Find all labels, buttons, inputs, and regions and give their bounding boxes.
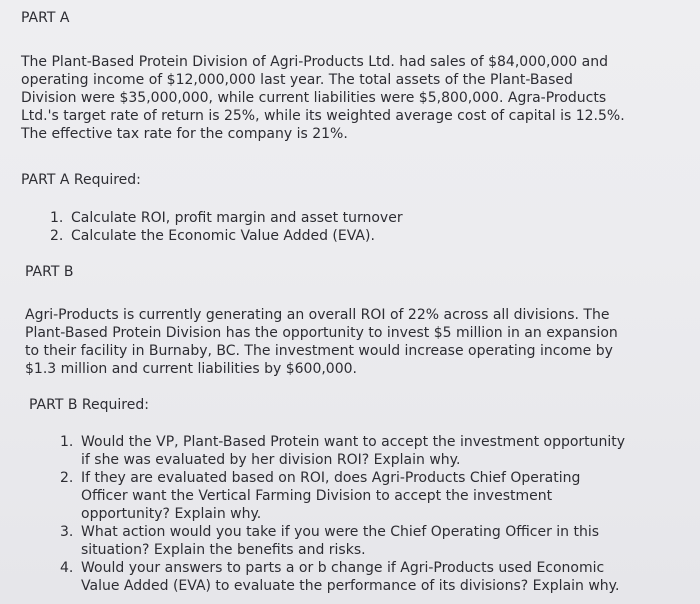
list-item-text: What action would you take if you were the Chief Operating Officer in this — [81, 524, 600, 540]
list-item-text: opportunity? Explain why. — [81, 506, 262, 522]
part-b-title: PART B — [25, 264, 74, 280]
list-item-text: situation? Explain the benefits and risks. — [81, 542, 366, 558]
part-b-required-title: PART B Required: — [29, 397, 149, 413]
list-item — [60, 523, 625, 559]
part-a-paragraph-line: Ltd.'s target rate of return is 25%, while its weighted average cost of capital is 12.5%. — [21, 108, 625, 124]
list-item — [60, 469, 625, 523]
list-item-number: 2. — [50, 228, 64, 244]
list-item-text: Would your answers to parts a or b change if Agri-Products used Economic — [81, 560, 605, 576]
list-item-number: 1. — [50, 210, 64, 226]
list-item-number: 1. — [60, 434, 74, 450]
list-item-text: Calculate ROI, profit margin and asset turnover — [71, 210, 403, 226]
list-item — [60, 433, 626, 469]
part-a-paragraph-line: operating income of $12,000,000 last year. The total assets of the Plant-Based — [21, 72, 573, 88]
list-item — [50, 209, 403, 227]
list-item — [60, 559, 625, 595]
list-item-text: Officer want the Vertical Farming Division to accept the investment — [81, 488, 553, 504]
part-b-paragraph-line: Agri-Products is currently generating an overall ROI of 22% across all divisions. The — [25, 307, 610, 323]
list-item-text: if she was evaluated by her division ROI? Explain why. — [81, 452, 461, 468]
list-item-text: Would the VP, Plant-Based Protein want to accept the investment opportunity — [81, 434, 626, 450]
part-a-paragraph — [21, 53, 625, 143]
list-item-text: Calculate the Economic Value Added (EVA). — [71, 228, 375, 244]
part-b-required-list — [60, 433, 626, 595]
list-item-number: 4. — [60, 560, 74, 576]
part-a-paragraph-line: The effective tax rate for the company is 21%. — [21, 126, 348, 142]
part-a-required-title: PART A Required: — [21, 172, 141, 188]
list-item-number: 3. — [60, 524, 74, 540]
part-a-required-list — [50, 209, 403, 245]
list-item-number: 2. — [60, 470, 74, 486]
list-item-text: If they are evaluated based on ROI, does Agri-Products Chief Operating — [81, 470, 581, 486]
part-b-paragraph — [25, 306, 618, 378]
part-b-paragraph-line: to their facility in Burnaby, BC. The investment would increase operating income by — [25, 343, 613, 359]
part-b-paragraph-line: $1.3 million and current liabilities by $600,000. — [25, 361, 357, 377]
part-a-paragraph-line: The Plant-Based Protein Division of Agri-Products Ltd. had sales of $84,000,000 and — [21, 54, 608, 70]
list-item-text: Value Added (EVA) to evaluate the performance of its divisions? Explain why. — [81, 578, 620, 594]
part-a-title: PART A — [21, 10, 70, 26]
part-b-paragraph-line: Plant-Based Protein Division has the opportunity to invest $5 million in an expansion — [25, 325, 618, 341]
list-item — [50, 227, 403, 245]
part-a-paragraph-line: Division were $35,000,000, while current liabilities were $5,800,000. Agra-Products — [21, 90, 607, 106]
